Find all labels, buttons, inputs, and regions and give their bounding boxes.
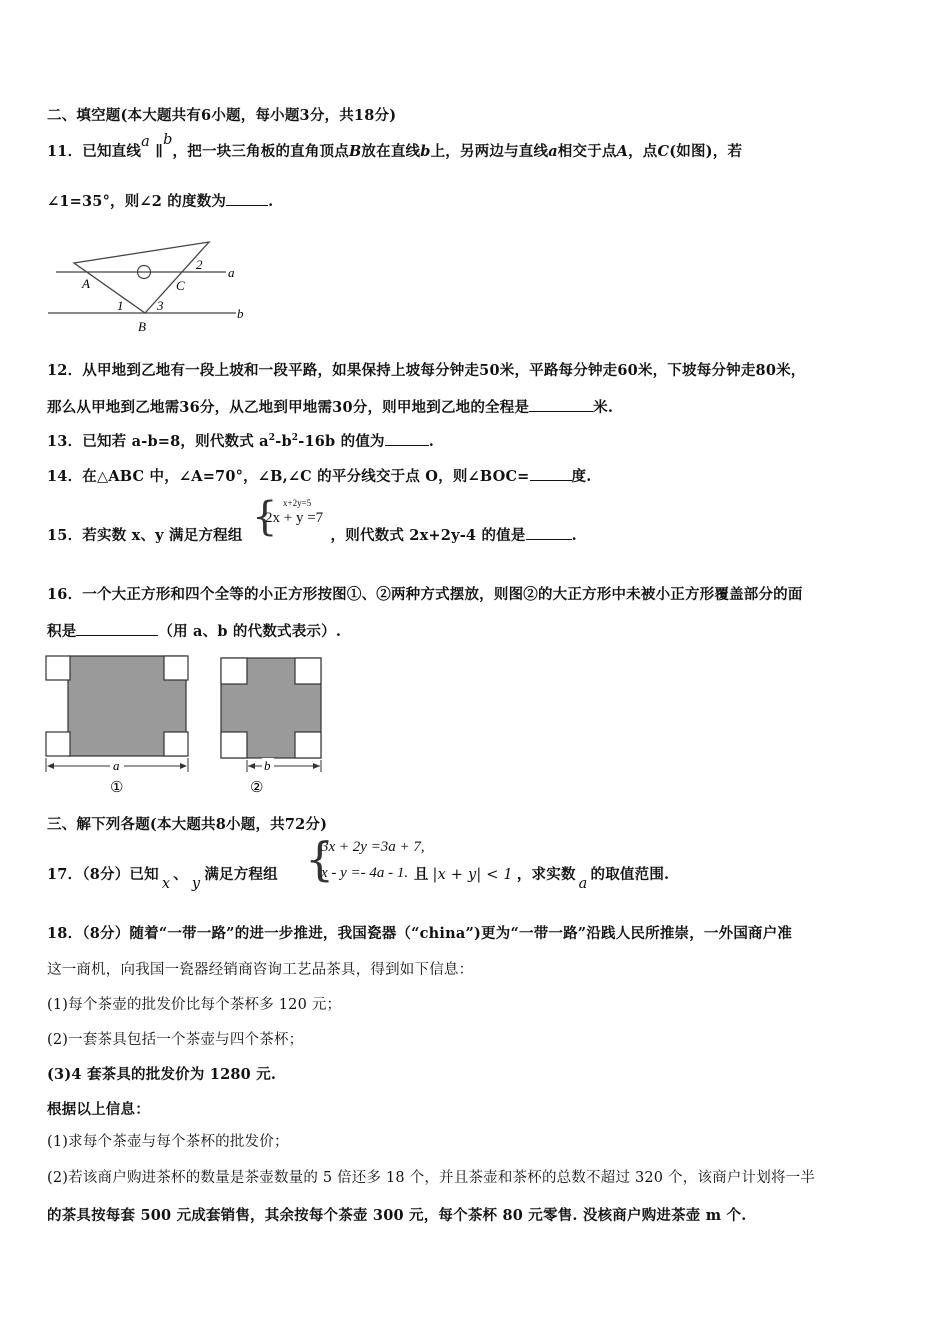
answer-blank-16: [76, 621, 158, 636]
label-a: a: [113, 758, 120, 773]
brace-15: {: [252, 494, 278, 540]
question-18-info1: (1)每个茶壶的批发价比每个茶杯多 120 元；: [47, 997, 342, 1013]
var-a: a: [141, 134, 150, 150]
equation-17-2: x - y =- 4a - 1.: [321, 865, 409, 881]
section3-title: 三、解下列各题(本大题共8小题，共72分): [47, 816, 328, 833]
question-18-ask2-line1: (2)若该商户购进茶杯的数量是茶壶数量的 5 倍还多 18 个，并且茶壶和茶杯的总数不超过 320 个，该商户计划将一半: [47, 1170, 816, 1186]
label-1: 1: [117, 298, 124, 313]
equation-17-1: 3x + 2y =3a + 7,: [321, 839, 425, 855]
question-18-info3: (3)4 套茶具的批发价为 1280 元.: [47, 1066, 277, 1083]
label-A: A: [82, 276, 90, 291]
label-b: b: [264, 758, 271, 773]
small-square: [221, 732, 247, 758]
small-square: [295, 658, 321, 684]
question-15: 15．若实数 x、y 满足方程组 ，则代数式 2x+2y-4 的值是 .: [47, 527, 577, 544]
question-11-line2: ∠1=35°，则∠2 的度数为 .: [47, 193, 274, 210]
question-14: 14．在△ABC 中，∠A=70°，∠B,∠C 的平分线交于点 O，则∠BOC= 度.: [47, 468, 592, 485]
label-B: B: [138, 319, 146, 334]
figure-16-1: [44, 654, 194, 798]
question-18-line1: 18．（8分）随着“一带一路”的进一步推进，我国瓷器（“china”)更为“一带一路”沿践人民所推崇，一外国商户准: [47, 925, 793, 942]
caption-1: ①: [110, 780, 124, 796]
small-square: [221, 658, 247, 684]
label-2: 2: [196, 257, 203, 272]
small-square: [46, 732, 70, 756]
answer-blank-12: [529, 397, 593, 412]
question-18-info2: (2)一套茶具包括一个茶壶与四个茶杯；: [47, 1032, 304, 1048]
question-16-line2: 积是 （用 a、b 的代数式表示）.: [47, 623, 342, 640]
question-18-ask1: (1)求每个茶壶与每个茶杯的批发价；: [47, 1134, 289, 1150]
small-square: [164, 656, 188, 680]
question-17: 17．（8分）已知x、y满足方程组 且 |x + y| < 1 ，求实数a的取值范围.: [47, 866, 670, 892]
question-12-line1: 12．从甲地到乙地有一段上坡和一段平路，如果保持上坡每分钟走50米，平路每分钟走60米，下坡每分钟走80米，: [47, 362, 806, 379]
question-18-given: 根据以上信息：: [47, 1101, 150, 1118]
answer-blank-15: [526, 525, 572, 540]
var-b: b: [163, 132, 173, 148]
section2-title: 二、填空题(本大题共有6小题，每小题3分，共18分): [47, 107, 397, 124]
small-square: [295, 732, 321, 758]
question-18-line2: 这一商机，向我国一瓷器经销商咨询工艺品茶具，得到如下信息：: [47, 962, 474, 978]
label-a: a: [228, 265, 235, 280]
figure-11: [46, 236, 256, 336]
question-16-line1: 16．一个大正方形和四个全等的小正方形按图①、②两种方式摆放，则图②的大正方形中未被小正方形覆盖部分的面: [47, 586, 803, 603]
question-12-line2: 那么从甲地到乙地需36分，从乙地到甲地需30分，则甲地到乙地的全程是 米.: [47, 399, 614, 416]
equation-15-2: 2x + y =7: [265, 510, 324, 526]
answer-blank-14: [530, 466, 572, 481]
small-square: [164, 732, 188, 756]
label-C: C: [176, 278, 185, 293]
question-18-ask2-line2: 的茶具按每套 500 元成套销售，其余按每个茶壶 300 元，每个茶杯 80 元零售. 没核商户购进茶壶 m 个.: [47, 1207, 747, 1224]
caption-2: ②: [250, 780, 264, 796]
label-b: b: [237, 306, 244, 321]
brace-17: {: [305, 832, 335, 886]
figure-16-2: [218, 654, 328, 798]
answer-blank-13: [385, 431, 429, 446]
answer-blank-11: [226, 191, 268, 206]
label-3: 3: [157, 298, 164, 313]
small-square: [46, 656, 70, 680]
equation-15-1: x+2y=5: [283, 498, 312, 508]
question-11-line1: 11．已知直线a ∥b，把一块三角板的直角顶点B放在直线b上，另两边与直线a相交于点A，点C(如图)，若: [47, 132, 743, 160]
question-13: 13．已知若 a-b=8，则代数式 $a^2-b^2-16b$ 的值为 .: [47, 433, 434, 450]
